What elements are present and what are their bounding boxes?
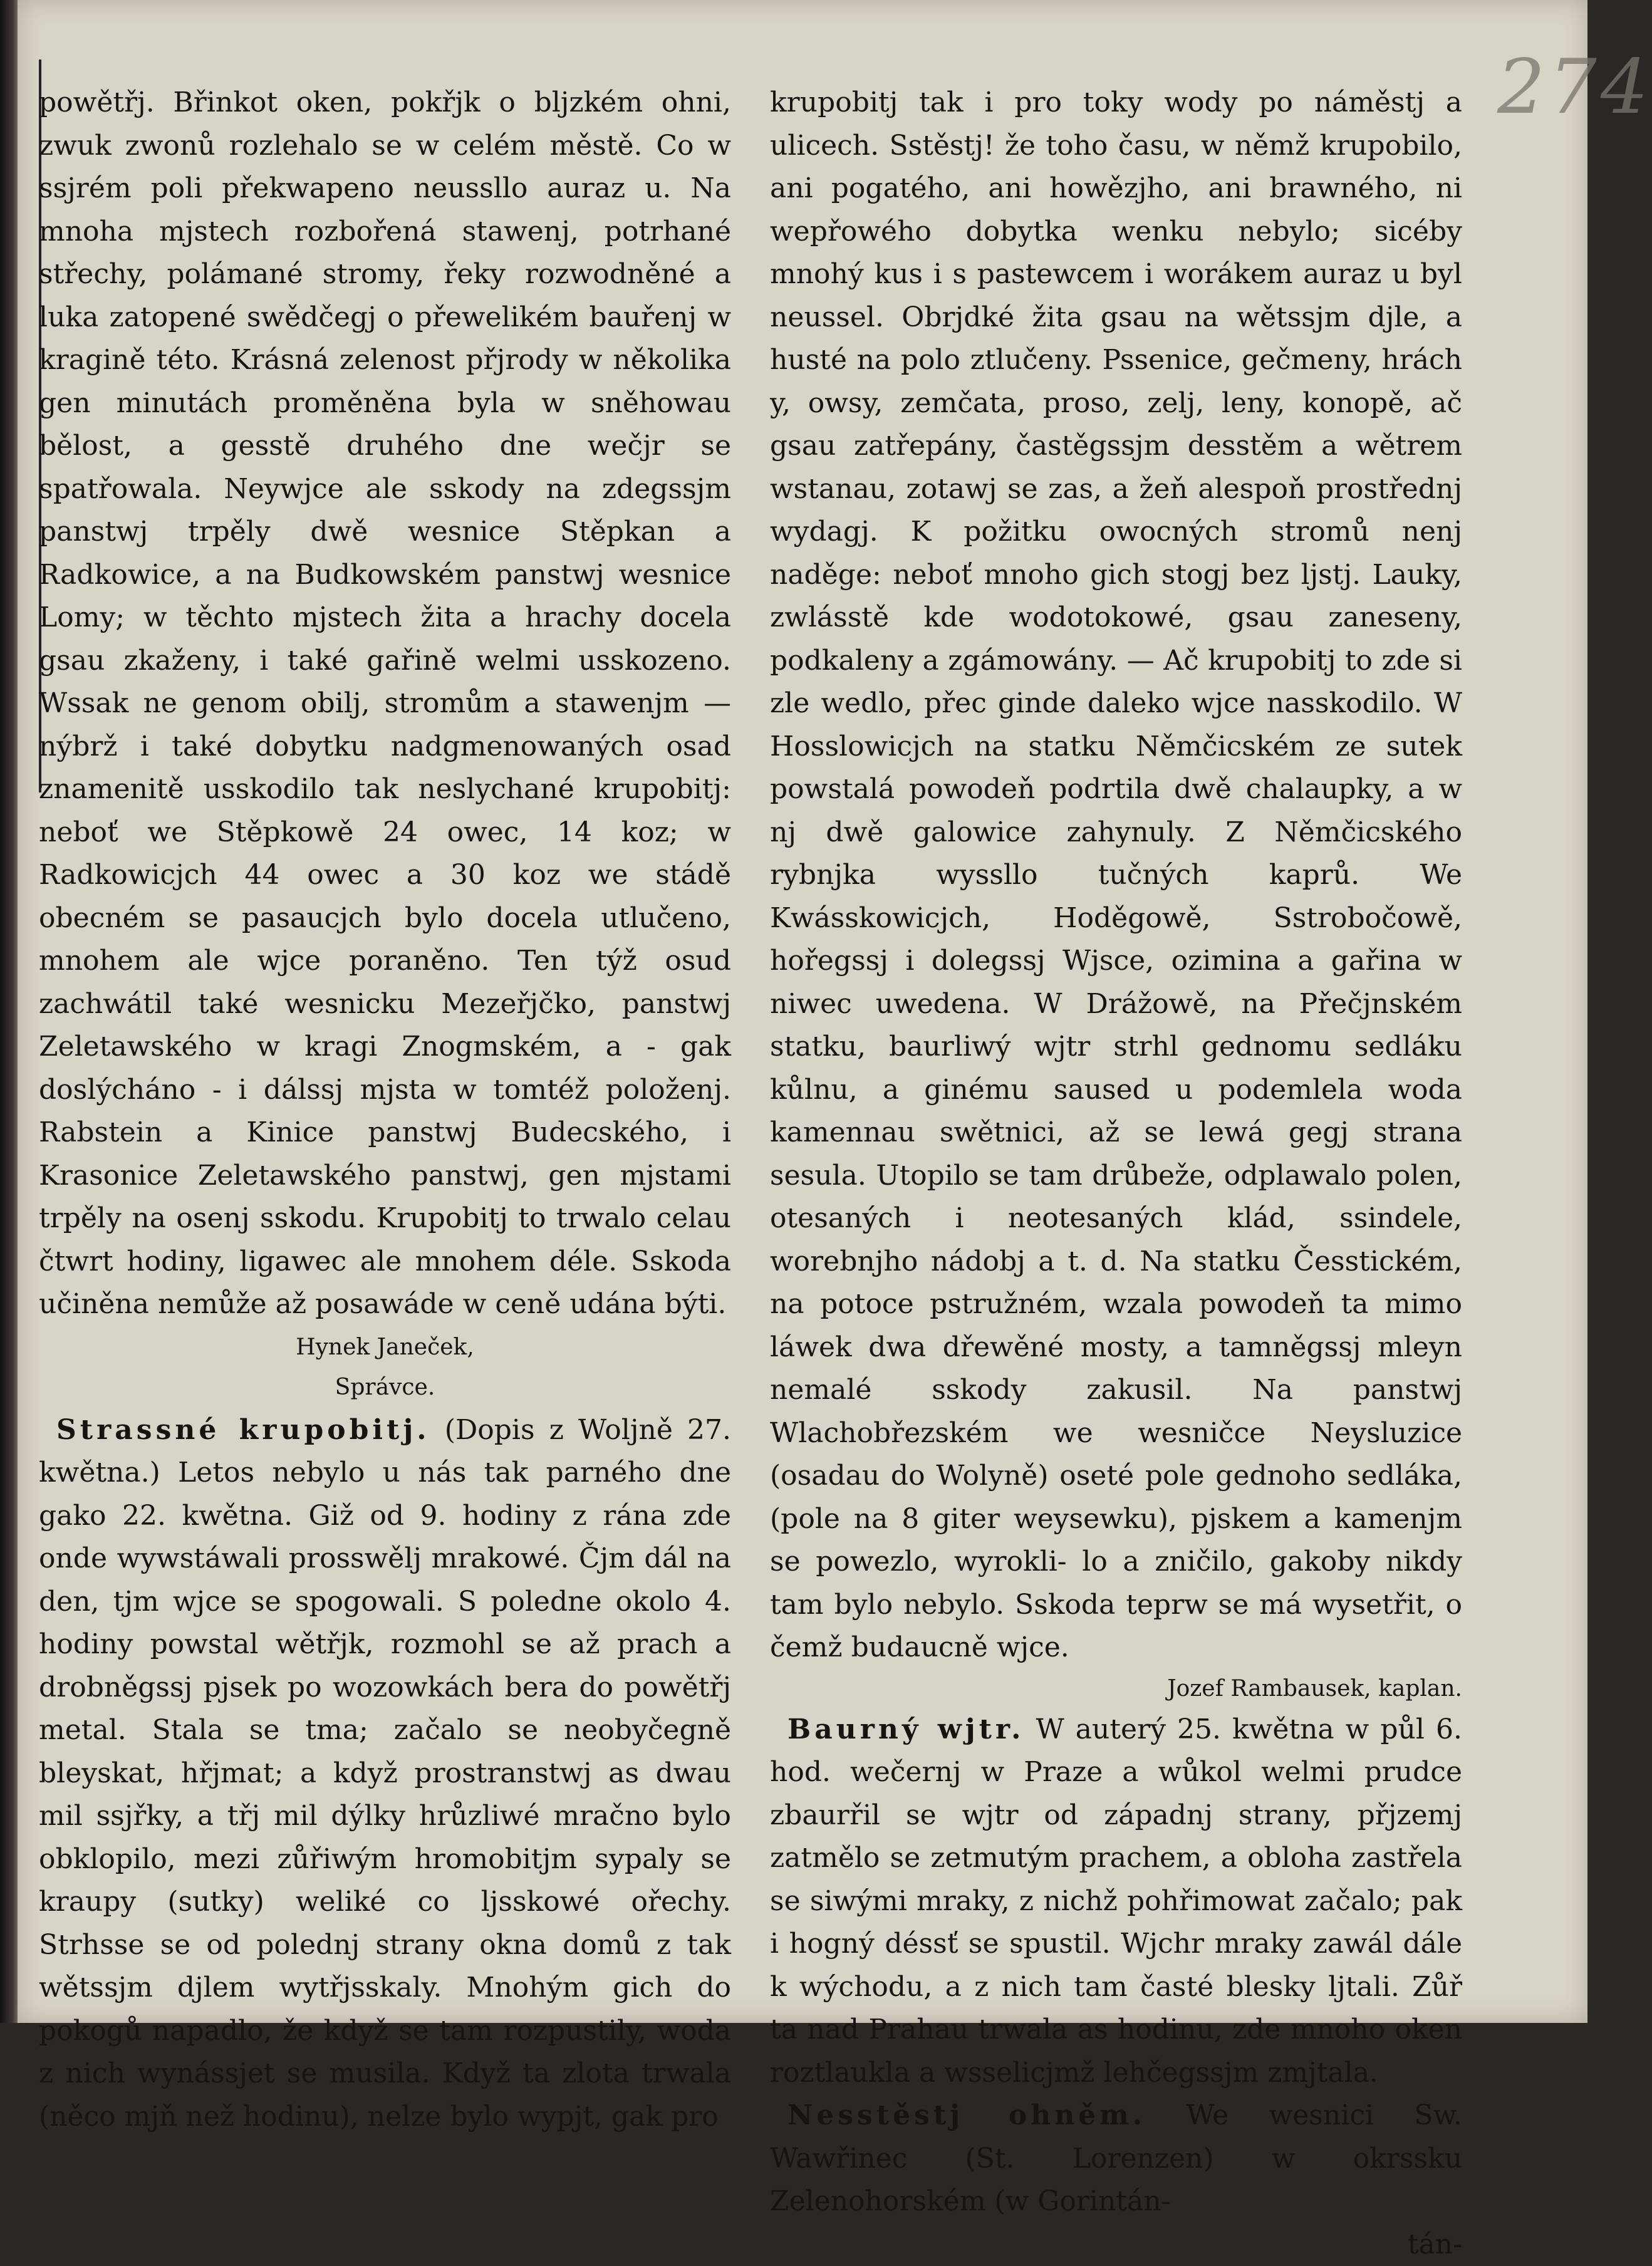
report-paragraph: powětřj. Břinkot oken, pokřjk o bljzkém ohni, zwuk zwonů rozlehalo se w celém městě. Co w ssjrém poli překwapeno neussllo auraz u. Na mnoha mjstech rozbořená stawenj, potrhané střechy, polámané stromy, řeky rozwodněné a luka zatopené swědčegj o přewelikém bauřenj w kragině této. Krásná zelenost přjrody w několika gen minutách proměněna byla w sněhowau bělost, a gesstě druhého dne wečjr se spatřowala. Neywjce ale sskody na zdegssjm panstwj trpěly dwě wesnice Stěpkan a Radkowice, a na Budkowském panstwj wesnice Lomy; w těchto mjstech žita a hrachy docela gsau zkaženy, i také gařině welmi usskozeno. Wssak ne genom obilj, stromům a stawenjm — nýbrž i také dobytku nadgmenowaných osad znamenitě usskodilo tak neslychané krupobitj: neboť we Stěpkowě 24 owec, 14 koz; w Radkowicjch 44 owec a 30 koz we stádě obecném se pasaucjch bylo docela utlučeno, mnohem ale wjce poraněno. Ten týž osud zachwátil také wesnicku Mezeřjčko, panstwj Zeletawského w kragi Znogmském, a - gak doslýcháno - i dálssj mjsta w tomtéž položenj. Rabstein a Kinice panstwj Budecského, i Krasonice Zeletawského panstwj, gen mjstami trpěly na osenj sskodu. Krupobitj to trwalo celau čtwrt hodiny, ligawec ale mnohem déle. Sskoda učiněna nemůže až posawáde w ceně udána býti.: [39, 81, 731, 1326]
article-heading: Baurný wjtr.: [787, 1713, 1024, 1745]
article-heading: Nesstěstj ohněm.: [787, 2099, 1146, 2131]
continuation-fragment: tán-: [770, 2223, 1462, 2266]
signature-name: Hynek Janeček,: [39, 1329, 731, 1366]
right-column: [770, 81, 1462, 2266]
report-paragraph: krupobitj tak i pro toky wody po náměstj a ulicech. Sstěstj! že toho času, w němž krupobilo, ani pogatého, ani howězjho, ani brawného, ni wepřowého dobytka wenku nebylo; sicéby mnohý kus i s pastewcem i worákem auraz u byl neussel. Obrjdké žita gsau na wětssjm djle, a husté na polo ztlučeny. Pssenice, gečmeny, hrách y, owsy, zemčata, proso, zelj, leny, konopě, ač gsau zatřepány, častěgssjm desstěm a wětrem wstanau, zotawj se zas, a žeň alespoň prostřednj wydagj. K požitku owocných stromů nenj naděge: neboť mnoho gich stogj bez ljstj. Lauky, zwlásstě kde wodotokowé, gsau zaneseny, podkaleny a zgámowány. — Ač krupobitj to zde si zle wedlo, přec ginde daleko wjce nasskodilo. W Hosslowicjch na statku Němčicském ze sutek powstalá powodeň podrtila dwě chalaupky, a w nj dwě galowice zahynuly. Z Němčicského rybnjka wyssllo tučných kaprů. We Kwásskowicjch, Hoděgowě, Sstrobočowě, hořegssj i dolegssj Wjsce, ozimina a gařina w niwec uwedena. W Drážowě, na Přečjnském statku, baurliwý wjtr strhl gednomu sedláku kůlnu, a ginému saused u podemlela woda kamennau swětnici, až se lewá gegj strana sesula. Utopilo se tam drůbeže, odplawalo polen, otesaných i neotesaných klád, ssindele, worebnjho nádobj a t. d. Na statku Česstickém, na potoce pstružném, wzala powodeň ta mimo láwek dwa dřewěné mosty, a tamněgssj mleyn nemalé sskody zakusil. Na panstwj Wlachobřezském we wesničce Neysluzice (osadau do Wolyně) oseté pole gednoho sedláka, (pole na 8 giter weysewku), pjskem a kamenjm se powezlo, wyrokli- lo a zničilo, gakoby nikdy tam bylo nebylo. Sskoda teprw se má wysetřit, o čemž budaucně wjce.: [770, 81, 1462, 1670]
left-column: [39, 81, 731, 2138]
article-paragraph: [39, 1409, 731, 2139]
article-heading: Strassné krupobitj.: [56, 1414, 430, 1446]
article-paragraph: [770, 2094, 1462, 2223]
binding-gutter: [0, 0, 18, 2023]
article-body: We wesnici Sw. Wawřinec (St. Lorenzen) w okrssku Zelenohorském (w Gorintán-: [770, 2099, 1462, 2217]
article-body: (Dopis z Woljně 27. kwětna.) Letos nebylo u nás tak parného dne gako 22. kwětna. Giž od 9. hodiny z rána zde onde wywstáwali prosswělj mrakowé. Čjm dál na den, tjm wjce se spogowali. S poledne okolo 4. hodiny powstal wětřjk, rozmohl se až prach a drobněgssj pjsek po wozowkách bera do powětřj metal. Stala se tma; začalo se neobyčegně bleyskat, hřjmat; a když prostranstwj as dwau mil ssjřky, a třj mil dýlky hrůzliwé mračno bylo obklopilo, mezi zůřiwým hromobitjm sypaly se kraupy (sutky) weliké co ljsskowé ořechy. Strhsse se od polednj strany okna domů z tak wětssjm djlem wytřjsskaly. Mnohým gich do pokogů napadlo, že když se tam rozpustily, woda z nich wynássjet se musila. Když ta zlota trwala (něco mjň než hodinu), nelze bylo wypjt, gak pro: [39, 1414, 731, 2133]
article-paragraph: [770, 1708, 1462, 2095]
signature-title: Správce.: [39, 1369, 731, 1406]
article-body: W auterý 25. kwětna w půl 6. hod. wečernj w Praze a wůkol welmi prudce zbaurřil se wjtr od západnj strany, přjzemj zatmělo se zetmutým prachem, a obloha zastřela se siwými mraky, z nichž pohřimowat začalo; pak i hogný déssť se spustil. Wjchr mraky zawál dále k wýchodu, a z nich tam časté blesky ljtali. Zůř ta nad Prahau trwala as hodinu, zde mnoho oken roztlaukla a wsselicjmž lehčegssjm zmjtala.: [770, 1713, 1462, 2089]
page-number: 274: [1497, 44, 1652, 131]
signature: Jozef Rambausek, kaplan.: [770, 1671, 1462, 1707]
